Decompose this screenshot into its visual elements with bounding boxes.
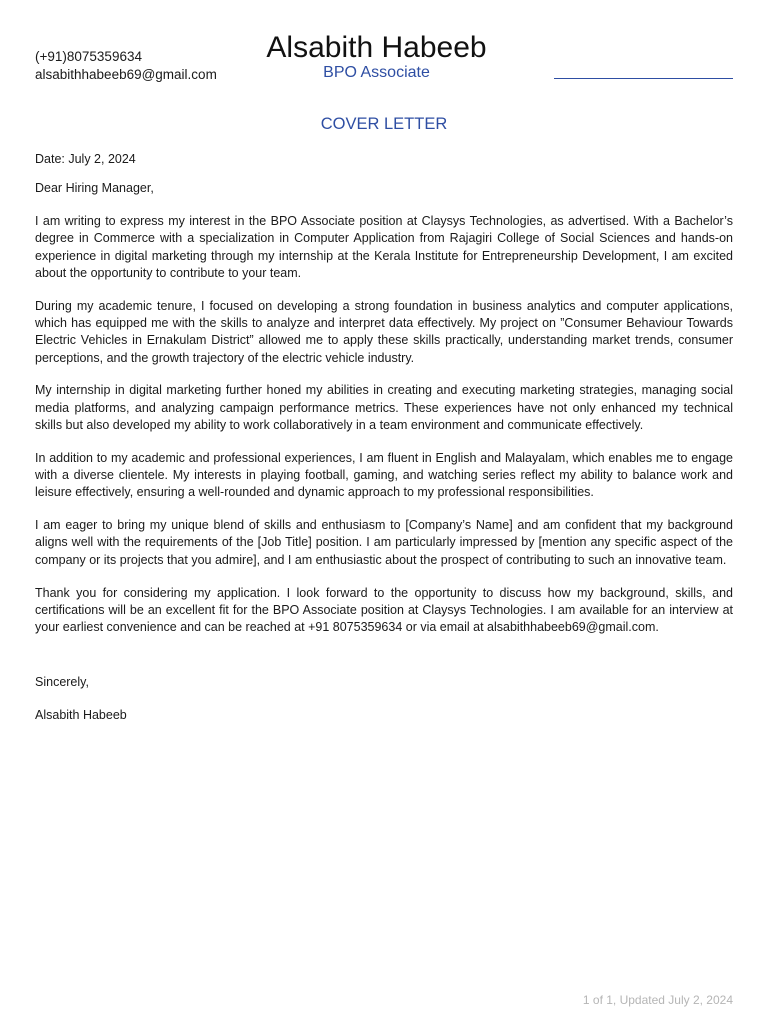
paragraph-internship: My internship in digital marketing further honed my abilities in creating and executing marketing strategies, managing social media platforms, and analyzing campaign performance metrics. These experiences have not only enhanced my technical skills but also developed my ability to work collaboratively in a team environment and communicate effectively.	[35, 383, 733, 432]
applicant-name: Alsabith Habeeb	[266, 31, 487, 64]
header-divider	[554, 78, 733, 79]
paragraph-intro: I am writing to express my interest in the BPO Associate position at Claysys Technologies, as advertised. With a Bachelor’s degree in Commerce with a specialization in Computer Application from Rajagiri College of Social Sciences and hands-on experience in digital marketing through my internship at the Kerala Institute for Entrepreneurship Development, I am excited about the opportunity to contribute to your team.	[35, 214, 733, 280]
paragraph-languages: In addition to my academic and professional experiences, I am fluent in English and Malayalam, which enables me to engage with a diverse clientele. My interests in playing football, gaming, and watching series reflect my ability to balance work and leisure effectively, ensuring a well-rounded and dynamic approach to my professional responsibilities.	[35, 450, 733, 500]
phone-number: (+91)8075359634	[35, 49, 142, 64]
letter-date: Date: July 2, 2024	[35, 152, 136, 166]
paragraph-academic: During my academic tenure, I focused on developing a strong foundation in business analytics and computer applications, which has equipped me with the skills to analyze and interpret data effectively. My project on ”Consumer Behaviour Towards Electric Vehicles in Ernakulam District” allowed me to apply these skills practically, understanding market trends, consumer perceptions, and the growth trajectory of the electric vehicle industry.	[35, 298, 733, 365]
salutation: Dear Hiring Manager,	[35, 181, 154, 195]
job-role: BPO Associate	[323, 64, 430, 81]
paragraph-enthusiasm: I am eager to bring my unique blend of skills and enthusiasm to [Company’s Name] and am confident that my background aligns well with the requirements of the [Job Title] position. I am particularly impressed by [mention any specific aspect of the company or its projects that you admire], and I am enthusiastic about the prospect of contributing to such an innovative team.	[35, 518, 733, 567]
page-footer: 1 of 1, Updated July 2, 2024	[582, 993, 733, 1007]
email-address: alsabithhabeeb69@gmail.com	[35, 67, 217, 82]
signature-name: Alsabith Habeeb	[35, 708, 127, 722]
cover-letter-heading: COVER LETTER	[320, 115, 448, 133]
closing: Sincerely,	[35, 675, 89, 689]
paragraph-thanks: Thank you for considering my application. I look forward to the opportunity to discuss how my background, skills, and certifications will be an excellent fit for the BPO Associate position at Claysys Technologies. I am available for an interview at your earliest convenience and can be reached at +91 8075359634 or via email at alsabithhabeeb69@gmail.com.	[35, 585, 733, 635]
letter-body	[35, 213, 733, 652]
